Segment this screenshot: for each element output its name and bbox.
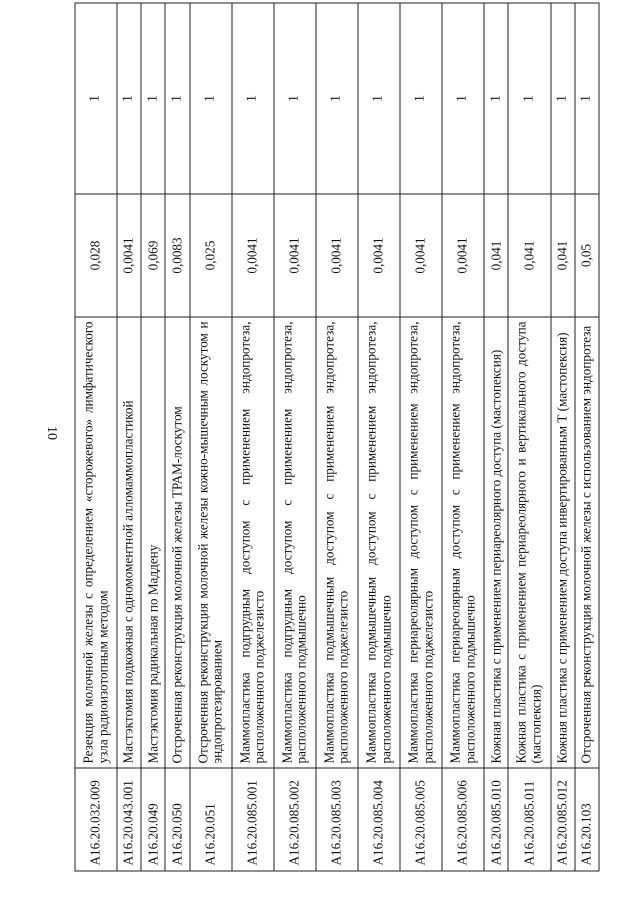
service-name-cell: Кожная пластика с применением периареолярного доступа (мастопексия) bbox=[484, 317, 508, 768]
multiplicity-value: 1 bbox=[454, 95, 470, 102]
multiplicity-cell bbox=[400, 3, 442, 194]
multiplicity-value: 1 bbox=[578, 95, 594, 102]
frequency-value-cell: 0,0041 bbox=[442, 194, 484, 317]
multiplicity-value: 1 bbox=[120, 95, 136, 102]
multiplicity-cell bbox=[165, 3, 189, 194]
service-code-cell: A16.20.085.011 bbox=[508, 768, 550, 871]
service-name-cell: Маммопластика подмышечным доступом с применением эндопротеза, расположенного поджелезисто bbox=[316, 317, 358, 768]
table-row bbox=[484, 3, 508, 871]
frequency-value-cell: 0,0041 bbox=[316, 194, 358, 317]
multiplicity-cell bbox=[117, 3, 141, 194]
service-code-cell: A16.20.085.002 bbox=[274, 768, 316, 871]
service-code-cell: A16.20.085.012 bbox=[551, 768, 575, 871]
table-row bbox=[117, 3, 141, 871]
multiplicity-value: 1 bbox=[169, 95, 185, 102]
multiplicity-cell bbox=[484, 3, 508, 194]
service-code-cell: A16.20.051 bbox=[190, 768, 232, 871]
frequency-value-cell: 0,05 bbox=[575, 194, 599, 317]
multiplicity-cell bbox=[358, 3, 400, 194]
service-name-cell: Резекция молочной железы с определением «сторожевого» лимфатического узла радиоизотопным методом bbox=[75, 317, 117, 768]
multiplicity-value: 1 bbox=[412, 95, 428, 102]
frequency-value-cell: 0,0041 bbox=[358, 194, 400, 317]
table-row bbox=[75, 3, 117, 871]
service-name-cell: Отсроченная реконструкция молочной железы с использованием эндопротеза bbox=[575, 317, 599, 768]
service-code-cell: A16.20.085.003 bbox=[316, 768, 358, 871]
multiplicity-value: 1 bbox=[286, 95, 302, 102]
multiplicity-value: 1 bbox=[87, 95, 103, 102]
table-row bbox=[232, 3, 274, 871]
frequency-value-cell: 0,0041 bbox=[274, 194, 316, 317]
multiplicity-cell bbox=[75, 3, 117, 194]
multiplicity-cell bbox=[190, 3, 232, 194]
multiplicity-cell bbox=[274, 3, 316, 194]
service-code-cell: A16.20.085.004 bbox=[358, 768, 400, 871]
service-code-cell: A16.20.085.005 bbox=[400, 768, 442, 871]
table-row bbox=[165, 3, 189, 871]
service-name-cell: Кожная пластика с применением доступа инвертированным Т (мастопексия) bbox=[551, 317, 575, 768]
service-name-cell: Маммопластика подгрудным доступом с применением эндопротеза, расположенного подмышечно bbox=[274, 317, 316, 768]
multiplicity-value: 1 bbox=[244, 95, 260, 102]
table-row bbox=[508, 3, 550, 871]
service-name-cell: Отсроченная реконструкция молочной железы ТРАМ-лоскутом bbox=[165, 317, 189, 768]
multiplicity-cell bbox=[508, 3, 550, 194]
frequency-value-cell: 0,0083 bbox=[165, 194, 189, 317]
table-row bbox=[400, 3, 442, 871]
services-table bbox=[75, 3, 600, 872]
service-name-cell: Кожная пластика с применением периареолярного и вертикального доступа (мастопексия) bbox=[508, 317, 550, 768]
service-name-cell: Маммопластика периареолярным доступом с применением эндопротеза, расположенного подмышечно bbox=[442, 317, 484, 768]
multiplicity-value: 1 bbox=[202, 95, 218, 102]
multiplicity-value: 1 bbox=[521, 95, 537, 102]
services-table-body bbox=[75, 3, 599, 871]
service-name-cell: Мастэктомия радикальная по Маддену bbox=[141, 317, 165, 768]
frequency-value-cell: 0,0041 bbox=[232, 194, 274, 317]
multiplicity-value: 1 bbox=[554, 95, 570, 102]
frequency-value-cell: 0,041 bbox=[551, 194, 575, 317]
service-code-cell: A16.20.085.010 bbox=[484, 768, 508, 871]
multiplicity-value: 1 bbox=[370, 95, 386, 102]
service-name-cell: Маммопластика подгрудным доступом с применением эндопротеза, расположенного поджелезисто bbox=[232, 317, 274, 768]
multiplicity-cell bbox=[316, 3, 358, 194]
multiplicity-value: 1 bbox=[145, 95, 161, 102]
multiplicity-cell bbox=[232, 3, 274, 194]
service-name-cell: Маммопластика периареолярным доступом с применением эндопротеза, расположенного поджелезисто bbox=[400, 317, 442, 768]
table-row bbox=[141, 3, 165, 871]
multiplicity-value: 1 bbox=[488, 95, 504, 102]
service-name-cell: Маммопластика подмышечным доступом с применением эндопротеза, расположенного подмышечно bbox=[358, 317, 400, 768]
service-code-cell: A16.20.043.001 bbox=[117, 768, 141, 871]
service-code-cell: A16.20.085.001 bbox=[232, 768, 274, 871]
multiplicity-cell bbox=[442, 3, 484, 194]
table-row bbox=[442, 3, 484, 871]
table-row bbox=[316, 3, 358, 871]
table-row bbox=[190, 3, 232, 871]
page-number: 10 bbox=[44, 426, 59, 440]
service-code-cell: A16.20.085.006 bbox=[442, 768, 484, 871]
service-name-cell: Мастэктомия подкожная с одномоментной алломаммопластикой bbox=[117, 317, 141, 768]
frequency-value-cell: 0,028 bbox=[75, 194, 117, 317]
frequency-value-cell: 0,0041 bbox=[117, 194, 141, 317]
table-row bbox=[358, 3, 400, 871]
multiplicity-cell bbox=[551, 3, 575, 194]
frequency-value-cell: 0,069 bbox=[141, 194, 165, 317]
multiplicity-value: 1 bbox=[328, 95, 344, 102]
service-code-cell: A16.20.032.009 bbox=[75, 768, 117, 871]
service-name-cell: Отсроченная реконструкция молочной железы кожно-мышечным лоскутом и эндопротезированием bbox=[190, 317, 232, 768]
frequency-value-cell: 0,025 bbox=[190, 194, 232, 317]
service-code-cell: A16.20.103 bbox=[575, 768, 599, 871]
multiplicity-cell bbox=[141, 3, 165, 194]
frequency-value-cell: 0,041 bbox=[508, 194, 550, 317]
multiplicity-cell bbox=[575, 3, 599, 194]
table-row bbox=[551, 3, 575, 871]
services-table-wrapper bbox=[75, 5, 600, 872]
service-code-cell: A16.20.049 bbox=[141, 768, 165, 871]
table-row bbox=[575, 3, 599, 871]
table-row bbox=[274, 3, 316, 871]
frequency-value-cell: 0,041 bbox=[484, 194, 508, 317]
frequency-value-cell: 0,0041 bbox=[400, 194, 442, 317]
service-code-cell: A16.20.050 bbox=[165, 768, 189, 871]
